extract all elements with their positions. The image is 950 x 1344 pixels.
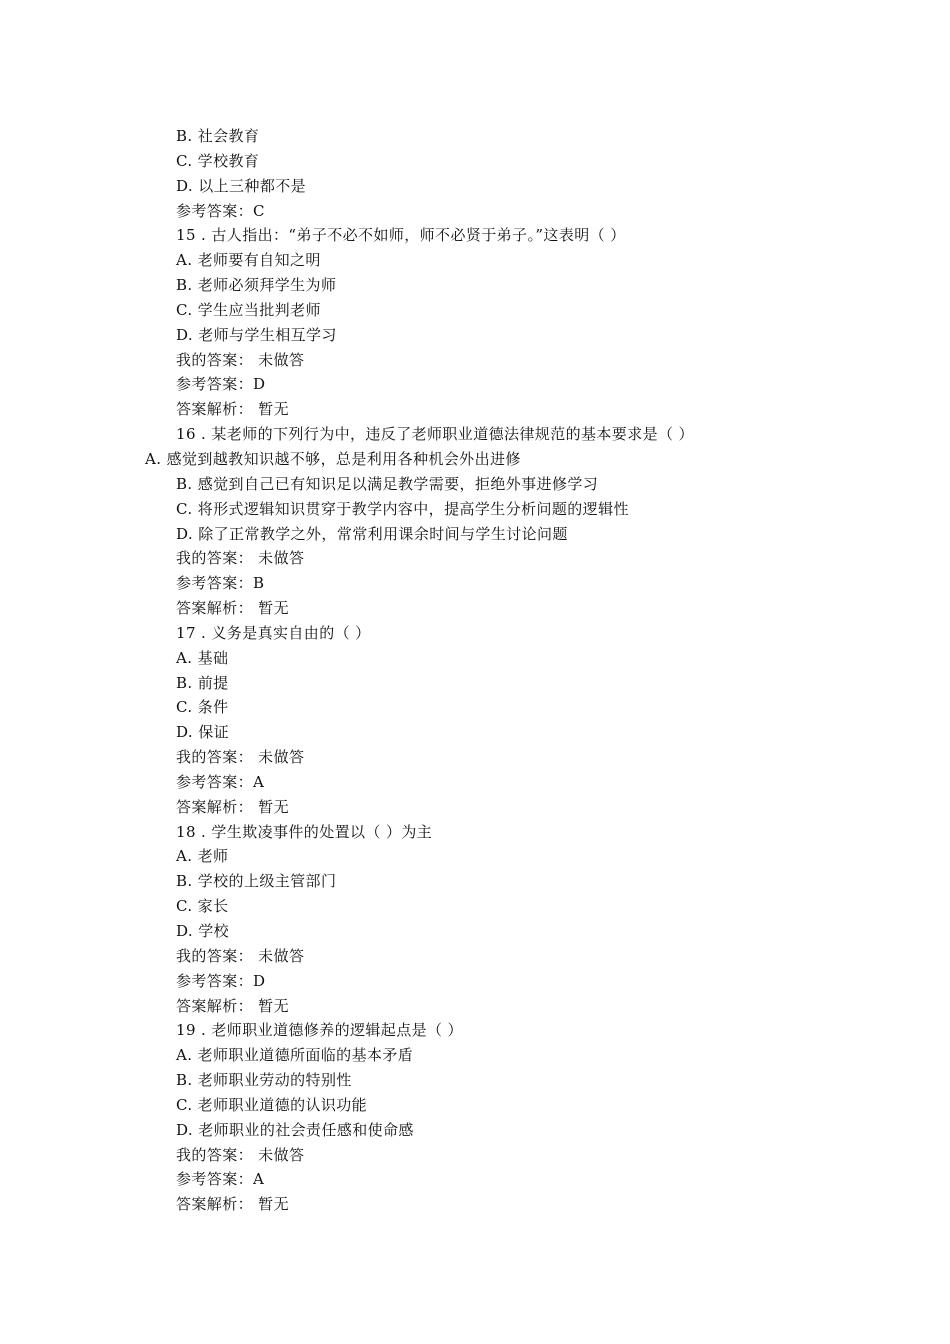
reference-answer: 参考答案：C — [176, 201, 265, 220]
option-line: B. 社会教育 — [176, 127, 260, 145]
option-line: B. 老师职业劳动的特别性 — [176, 1071, 352, 1090]
answer-explanation: 答案解析： 暂无 — [176, 1195, 289, 1214]
answer-explanation: 答案解析： 暂无 — [176, 400, 289, 419]
question-15: 15 . 古人指出：“弟子不必不如师，师不必贤于弟子。”这表明（ ） — [176, 226, 626, 245]
option-line: C. 学生应当批判老师 — [176, 300, 321, 319]
option-line: C. 家长 — [176, 897, 229, 916]
option-line: A. 基础 — [176, 648, 229, 667]
question-18: 18 . 学生欺凌事件的处置以（ ）为主 — [176, 822, 433, 841]
answer-explanation: 答案解析： 暂无 — [176, 996, 289, 1015]
reference-answer: 参考答案：D — [176, 971, 266, 990]
answer-explanation: 答案解析： 暂无 — [176, 599, 289, 618]
option-line: C. 学校教育 — [176, 151, 260, 170]
question-19: 19 . 老师职业道德修养的逻辑起点是（ ） — [176, 1021, 463, 1040]
option-line: C. 将形式逻辑知识贯穿于教学内容中，提高学生分析问题的逻辑性 — [176, 499, 629, 518]
option-line: B. 学校的上级主管部门 — [176, 872, 337, 891]
answer-explanation: 答案解析： 暂无 — [176, 797, 289, 816]
option-line: C. 老师职业道德的认识功能 — [176, 1095, 368, 1114]
option-line: A. 老师职业道德所面临的基本矛盾 — [176, 1046, 414, 1065]
my-answer: 我的答案： 未做答 — [176, 549, 305, 568]
question-17: 17 . 义务是真实自由的（ ） — [176, 623, 371, 642]
option-line: D. 学校 — [176, 922, 230, 940]
option-line: D. 除了正常教学之外，常常利用课余时间与学生讨论问题 — [176, 524, 568, 543]
my-answer: 我的答案： 未做答 — [176, 1145, 305, 1164]
option-line: D. 保证 — [176, 723, 230, 742]
my-answer: 我的答案： 未做答 — [176, 946, 305, 965]
reference-answer: 参考答案：A — [176, 772, 265, 791]
option-line: B. 老师必须拜学生为师 — [176, 276, 337, 295]
my-answer: 我的答案： 未做答 — [176, 748, 305, 767]
option-line: A. 老师要有自知之明 — [176, 251, 321, 270]
option-line: A. 老师 — [176, 847, 229, 866]
option-line: B. 前提 — [176, 673, 229, 692]
option-line: D. 老师职业的社会责任感和使命感 — [176, 1120, 414, 1139]
reference-answer: 参考答案：D — [176, 375, 266, 394]
option-line: C. 条件 — [176, 698, 229, 717]
option-line: B. 感觉到自己已有知识足以满足教学需要，拒绝外事进修学习 — [176, 474, 599, 493]
document-page — [0, 124, 950, 1217]
reference-answer: 参考答案：B — [176, 574, 265, 593]
reference-answer: 参考答案：A — [176, 1170, 265, 1189]
question-16: 16 . 某老师的下列行为中，违反了老师职业道德法律规范的基本要求是（ ） — [176, 425, 694, 444]
option-line: D. 以上三种都不是 — [176, 176, 307, 195]
option-line: A. 感觉到越教知识越不够，总是利用各种机会外出进修 — [145, 449, 521, 468]
my-answer: 我的答案： 未做答 — [176, 350, 305, 369]
option-line: D. 老师与学生相互学习 — [176, 325, 337, 344]
